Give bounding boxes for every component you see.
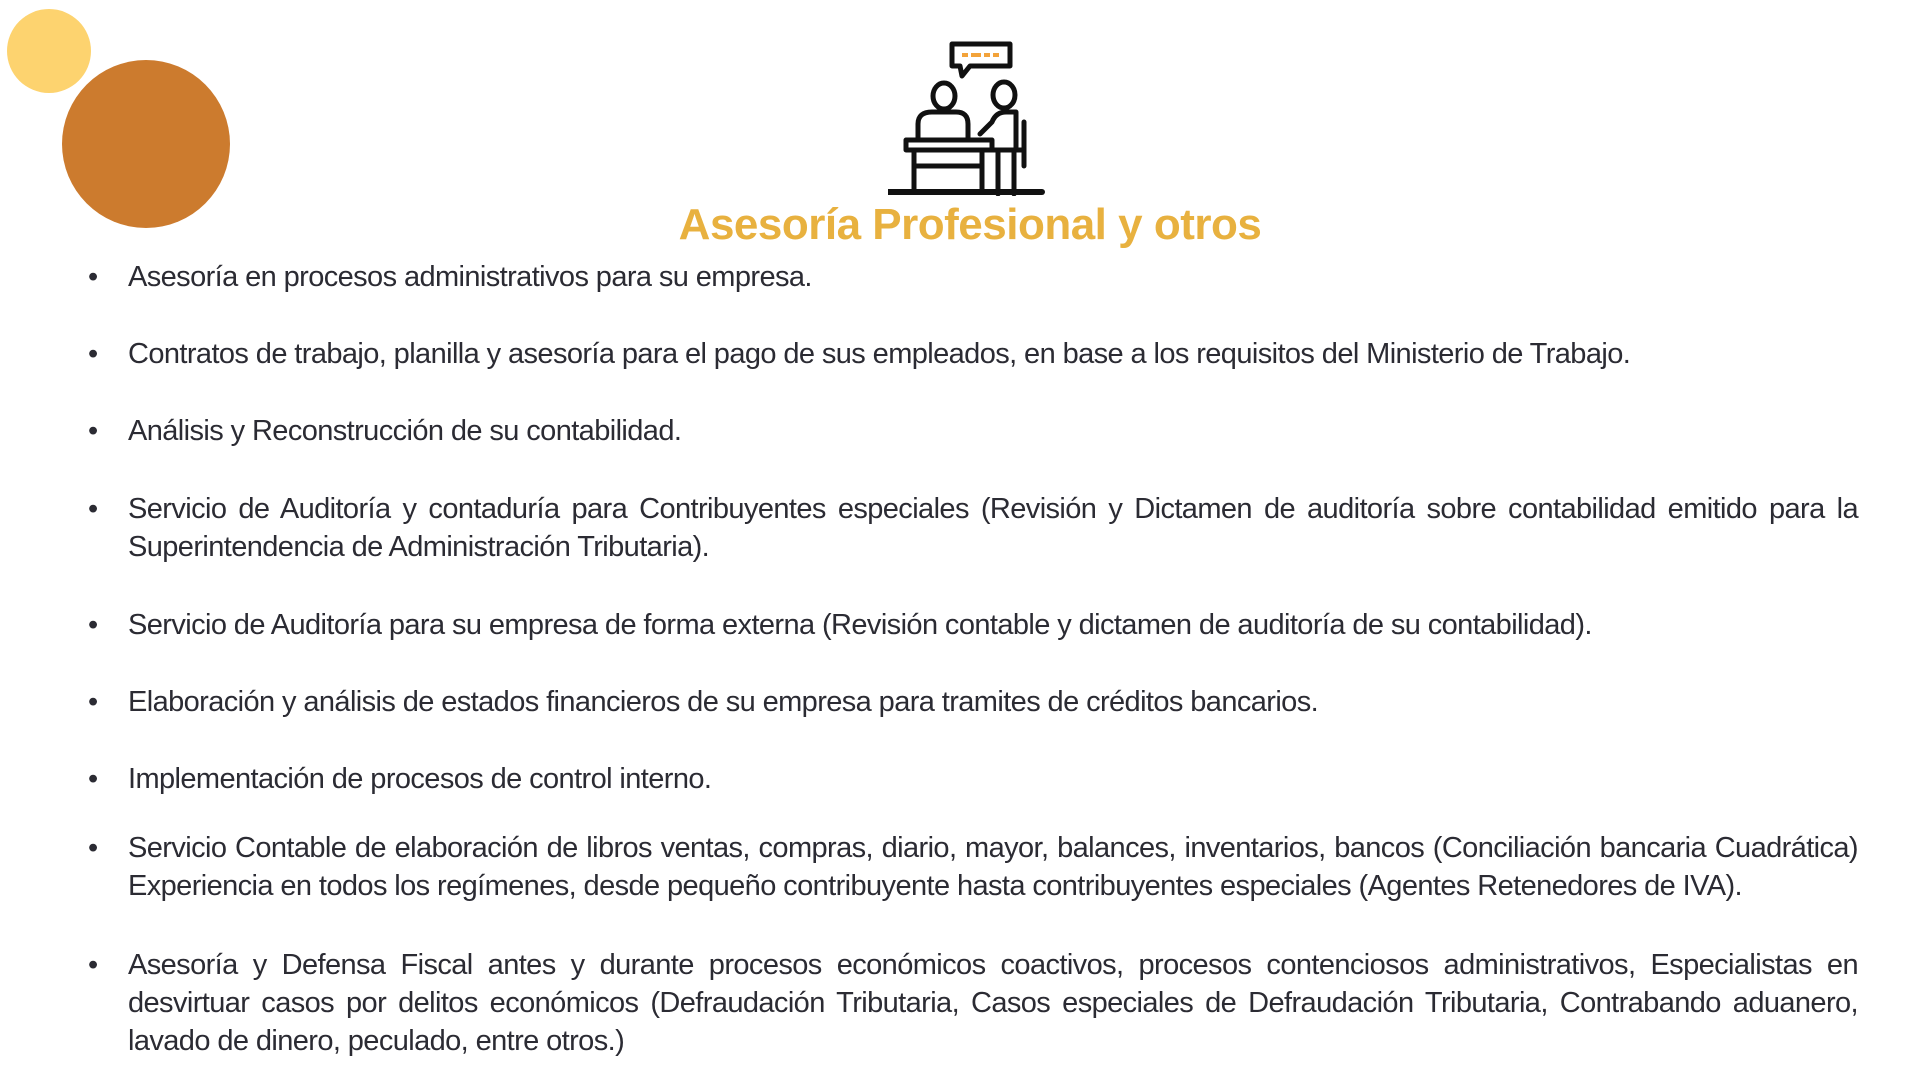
list-item (88, 412, 1858, 450)
decorative-circle-small (7, 9, 91, 93)
list-item-text: Implementación de procesos de control interno. (128, 763, 712, 795)
list-item-text: Servicio de Auditoría para su empresa de forma externa (Revisión contable y dictamen de auditoría de su contabilidad). (128, 609, 1592, 641)
list-item (88, 490, 1858, 566)
list-item-text: Servicio de Auditoría y contaduría para Contribuyentes especiales (Revisión y Dictamen de auditoría sobre contabilidad emitido para la Superintendencia de Administración Tributaria). (128, 493, 1858, 563)
list-item (88, 335, 1858, 373)
list-item (88, 946, 1858, 1060)
list-item-text: Análisis y Reconstrucción de su contabilidad. (128, 415, 682, 447)
bullet: • (88, 763, 98, 795)
bullet: • (88, 832, 98, 864)
bullet: • (88, 686, 98, 718)
consultation-meeting-icon (888, 40, 1048, 196)
list-item (88, 760, 1858, 798)
list-item (88, 683, 1858, 721)
list-item (88, 258, 1858, 296)
list-item-text: Asesoría en procesos administrativos para su empresa. (128, 261, 812, 293)
bullet: • (88, 415, 98, 447)
list-item-text: Asesoría y Defensa Fiscal antes y durante procesos económicos coactivos, procesos contenciosos administrativos, Especialistas en desvirtuar casos por delitos económicos (Defraudación Tributaria, Casos especiales de Defraudación Tributaria, Contrabando aduanero, lavado de dinero, peculado, entre otros.) (128, 949, 1858, 1057)
list-item (88, 606, 1858, 644)
list-item-text: Elaboración y análisis de estados financieros de su empresa para tramites de créditos bancarios. (128, 686, 1319, 718)
list-item-text: Contratos de trabajo, planilla y asesoría para el pago de sus empleados, en base a los requisitos del Ministerio de Trabajo. (128, 338, 1631, 370)
bullet: • (88, 493, 98, 525)
bullet: • (88, 609, 98, 641)
page-title: Asesoría Profesional y otros (678, 200, 1262, 249)
bullet: • (88, 261, 98, 293)
list-item (88, 829, 1858, 905)
bullet: • (88, 949, 98, 981)
list-item-text: Servicio Contable de elaboración de libros ventas, compras, diario, mayor, balances, inventarios, bancos (Conciliación bancaria Cuadrática) Experiencia en todos los regímenes, desde pequeño contribuyente hasta contribuyentes especiales (Agentes Retenedores de IVA). (128, 832, 1858, 902)
bullet: • (88, 338, 98, 370)
